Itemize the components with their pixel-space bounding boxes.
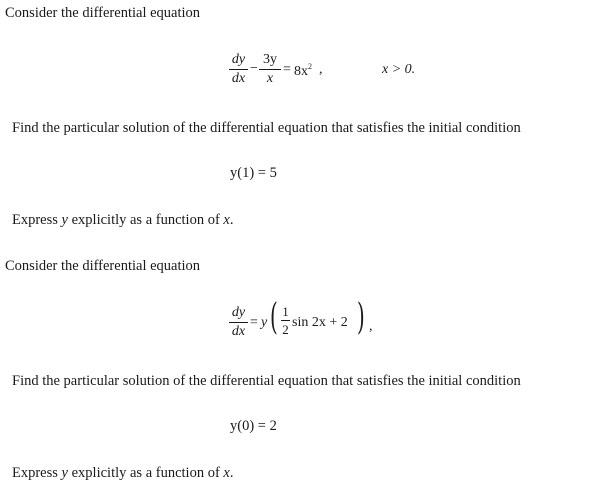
dy-dx-fraction [229,306,248,339]
rhs-coefficient: 8x [294,64,308,79]
rhs-exponent: 2 [308,62,312,71]
express-y: y [61,212,68,228]
express-end: . [229,465,234,481]
x-denominator: x [266,71,274,86]
problem2-initial-condition: y(0) = 2 [230,418,277,434]
3y-over-x-fraction [259,53,281,86]
y-factor: y [261,315,268,330]
problem2-find-text: Find the particular solution of the differential equation that satisfies the initial condition [12,373,521,389]
equals-sign: = [250,315,258,330]
equals-sign: = [283,62,291,77]
fraction-bar [259,69,281,70]
right-paren: ) [357,297,365,338]
one-numerator: 1 [282,304,289,319]
problem1-find-text: Find the particular solution of the differential equation that satisfies the initial condition [12,120,521,136]
problem1-initial-condition: y(1) = 5 [230,165,277,181]
express-y: y [61,465,68,481]
equation-comma: , [369,319,373,334]
dx-denominator: dx [231,71,246,86]
dy-numerator: dy [231,305,246,320]
express-prefix: Express [12,465,62,481]
dy-numerator: dy [231,52,246,67]
dx-denominator: dx [231,324,246,339]
express-prefix: Express [12,212,62,228]
3y-numerator: 3y [263,52,277,67]
express-end: . [229,212,234,228]
dy-dx-fraction [229,53,248,86]
express-middle: explicitly as a function of [67,212,224,228]
two-denominator: 2 [282,322,289,337]
left-paren: ( [270,297,278,338]
problem2-intro: Consider the differential equation [5,258,201,274]
problem1-express-text [12,213,233,228]
express-x: x [223,212,230,228]
one-half-fraction [281,305,290,336]
sin-expression: sin 2x + 2 [292,315,348,330]
domain-condition: x > 0. [382,62,416,77]
express-middle: explicitly as a function of [67,465,224,481]
rhs-term [294,63,312,79]
problem1-intro: Consider the differential equation [5,5,201,21]
fraction-bar [281,320,290,321]
fraction-bar [229,69,248,70]
equation-comma: , [319,62,323,77]
fraction-bar [229,322,248,323]
minus-sign: − [250,61,258,76]
problem2-express-text [12,466,233,481]
express-x: x [223,465,230,481]
